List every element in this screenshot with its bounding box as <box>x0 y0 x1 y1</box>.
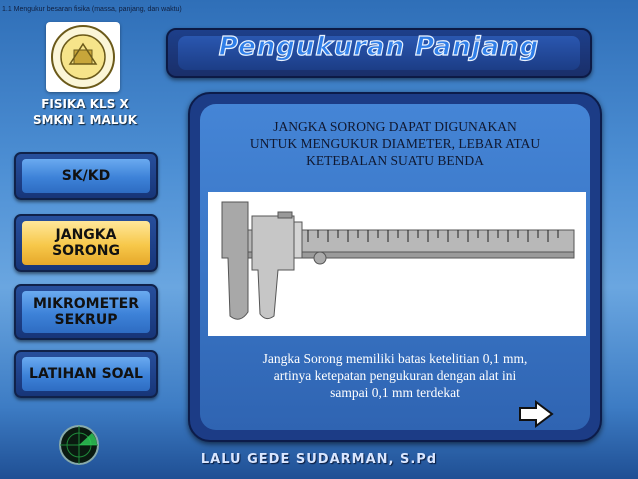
content-heading <box>200 118 590 169</box>
next-button[interactable] <box>518 400 554 428</box>
caption-line: sampai 0,1 mm terdekat <box>330 385 460 400</box>
top-caption: 1.1 Mengukur besaran fisika (massa, panjang, dan waktu) <box>2 6 182 13</box>
class-subtitle <box>30 96 140 128</box>
nav-button-sk-kd[interactable] <box>14 152 158 200</box>
caption-line: Jangka Sorong memiliki batas ketelitian 0,1 mm, <box>262 351 528 366</box>
nav-label: SEKRUP <box>54 312 118 328</box>
author-footer: LALU GEDE SUDARMAN, S.Pd <box>200 452 438 467</box>
vernier-caliper-icon <box>208 192 586 336</box>
content-caption <box>206 350 584 401</box>
subtitle-line1: FISIKA KLS X <box>41 97 129 111</box>
subtitle-line2: SMKN 1 MALUK <box>32 113 138 127</box>
heading-line: KETEBALAN SUATU BENDA <box>306 153 484 168</box>
nav-button-latihan-soal[interactable] <box>14 350 158 398</box>
caliper-image <box>208 192 586 336</box>
content-panel <box>188 92 602 442</box>
nav-label: LATIHAN SOAL <box>29 366 143 382</box>
caption-line: artinya ketepatan pengukuran dengan alat ini <box>273 368 517 383</box>
nav-button-mikrometer-sekrup[interactable] <box>14 284 158 340</box>
nav-label: SORONG <box>52 243 120 259</box>
nav-label: MIKROMETER <box>32 296 140 312</box>
nav-label: JANGKA <box>55 227 117 243</box>
school-logo <box>46 22 120 92</box>
arrow-right-icon <box>518 400 554 428</box>
nav-label: SK/KD <box>61 168 111 184</box>
nav-button-jangka-sorong[interactable] <box>14 214 158 272</box>
title-bar <box>166 28 592 78</box>
page-title: Pengukuran Panjang <box>218 32 540 62</box>
heading-line: UNTUK MENGUKUR DIAMETER, LEBAR ATAU <box>249 136 541 151</box>
school-logo-icon <box>46 22 120 92</box>
heading-line: JANGKA SORONG DAPAT DIGUNAKAN <box>273 119 517 134</box>
